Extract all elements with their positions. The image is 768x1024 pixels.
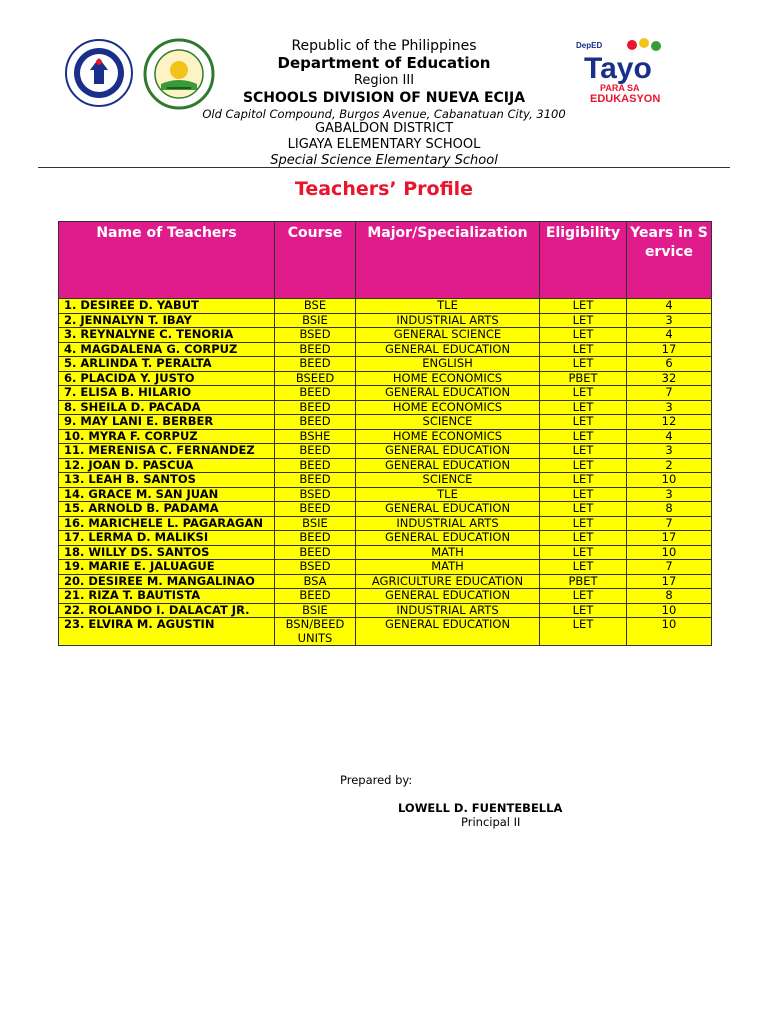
- teacher-name-cell: 21. RIZA T. BAUTISTA: [59, 589, 275, 604]
- years-cell: 3: [627, 444, 712, 459]
- course-cell: BEED: [275, 589, 356, 604]
- course-cell: BSN/BEED UNITS: [275, 618, 356, 646]
- page-title: Teachers’ Profile: [294, 178, 474, 200]
- header-divider: [38, 167, 730, 168]
- years-cell: 3: [627, 400, 712, 415]
- course-cell: BEED: [275, 502, 356, 517]
- major-cell: AGRICULTURE EDUCATION: [356, 574, 540, 589]
- table-row: [59, 386, 712, 401]
- teacher-name-cell: 3. REYNALYNE C. TENORIA: [59, 328, 275, 343]
- teacher-name-cell: 20. DESIREE M. MANGALINAO: [59, 574, 275, 589]
- table-row: [59, 458, 712, 473]
- major-cell: MATH: [356, 560, 540, 575]
- logo-edukasyon-text: EDUKASYON: [590, 93, 661, 105]
- table-row: [59, 371, 712, 386]
- years-cell: 3: [627, 487, 712, 502]
- major-cell: GENERAL EDUCATION: [356, 618, 540, 646]
- major-cell: MATH: [356, 545, 540, 560]
- years-cell: 8: [627, 502, 712, 517]
- years-cell: 17: [627, 531, 712, 546]
- major-cell: GENERAL EDUCATION: [356, 589, 540, 604]
- teacher-name-cell: 18. WILLY DS. SANTOS: [59, 545, 275, 560]
- table-row: [59, 415, 712, 430]
- table-row: [59, 603, 712, 618]
- eligibility-cell: LET: [540, 313, 627, 328]
- table-row: [59, 429, 712, 444]
- table-row: [59, 574, 712, 589]
- table-header-row: [59, 222, 712, 299]
- eligibility-cell: LET: [540, 328, 627, 343]
- years-cell: 7: [627, 386, 712, 401]
- table-row: [59, 618, 712, 646]
- course-cell: BEED: [275, 458, 356, 473]
- course-cell: BSED: [275, 487, 356, 502]
- header-years: Years in Service: [627, 222, 712, 299]
- teacher-name-cell: 12. JOAN D. PASCUA: [59, 458, 275, 473]
- logo-deped-text: DepED: [576, 41, 603, 50]
- table-row: [59, 400, 712, 415]
- teacher-name-cell: 5. ARLINDA T. PERALTA: [59, 357, 275, 372]
- course-cell: BEED: [275, 386, 356, 401]
- teacher-name-cell: 23. ELVIRA M. AGUSTIN: [59, 618, 275, 646]
- eligibility-cell: LET: [540, 444, 627, 459]
- eligibility-cell: LET: [540, 458, 627, 473]
- teacher-name-cell: 9. MAY LANI E. BERBER: [59, 415, 275, 430]
- teacher-name-cell: 22. ROLANDO I. DALACAT JR.: [59, 603, 275, 618]
- header-course: Course: [275, 222, 356, 299]
- course-cell: BEED: [275, 531, 356, 546]
- major-cell: HOME ECONOMICS: [356, 371, 540, 386]
- years-cell: 17: [627, 342, 712, 357]
- table-row: [59, 502, 712, 517]
- teacher-name-cell: 1. DESIREE D. YABUT: [59, 299, 275, 314]
- years-cell: 3: [627, 313, 712, 328]
- years-cell: 2: [627, 458, 712, 473]
- school-type-text: Special Science Elementary School: [270, 153, 498, 168]
- years-cell: 12: [627, 415, 712, 430]
- major-cell: SCIENCE: [356, 473, 540, 488]
- teacher-name-cell: 6. PLACIDA Y. JUSTO: [59, 371, 275, 386]
- letterhead: [0, 38, 768, 169]
- teacher-name-cell: 17. LERMA D. MALIKSI: [59, 531, 275, 546]
- course-cell: BEED: [275, 400, 356, 415]
- eligibility-cell: PBET: [540, 574, 627, 589]
- header-major: Major/Specialization: [356, 222, 540, 299]
- eligibility-cell: PBET: [540, 371, 627, 386]
- course-cell: BSIE: [275, 603, 356, 618]
- course-cell: BSIE: [275, 516, 356, 531]
- logo-para-sa-text: PARA SA: [600, 83, 640, 93]
- eligibility-cell: LET: [540, 357, 627, 372]
- eligibility-cell: LET: [540, 545, 627, 560]
- teacher-name-cell: 16. MARICHELE L. PAGARAGAN: [59, 516, 275, 531]
- logo-tayo-text: Tayo: [584, 52, 652, 85]
- table-row: [59, 531, 712, 546]
- major-cell: GENERAL EDUCATION: [356, 386, 540, 401]
- years-cell: 4: [627, 429, 712, 444]
- years-cell: 6: [627, 357, 712, 372]
- republic-text: Republic of the Philippines: [291, 38, 477, 54]
- table-row: [59, 516, 712, 531]
- major-cell: GENERAL EDUCATION: [356, 458, 540, 473]
- table-row: [59, 473, 712, 488]
- course-cell: BSHE: [275, 429, 356, 444]
- course-cell: BSIE: [275, 313, 356, 328]
- years-cell: 7: [627, 516, 712, 531]
- eligibility-cell: LET: [540, 560, 627, 575]
- region-text: Region III: [353, 73, 415, 88]
- table-row: [59, 589, 712, 604]
- teacher-name-cell: 2. JENNALYN T. IBAY: [59, 313, 275, 328]
- signer-name: LOWELL D. FUENTEBELLA: [398, 801, 563, 815]
- major-cell: INDUSTRIAL ARTS: [356, 313, 540, 328]
- table-row: [59, 299, 712, 314]
- teachers-profile-table: [58, 221, 712, 646]
- years-cell: 4: [627, 328, 712, 343]
- eligibility-cell: LET: [540, 429, 627, 444]
- eligibility-cell: LET: [540, 386, 627, 401]
- table-row: [59, 444, 712, 459]
- years-cell: 10: [627, 618, 712, 646]
- major-cell: ENGLISH: [356, 357, 540, 372]
- course-cell: BSEED: [275, 371, 356, 386]
- years-cell: 10: [627, 545, 712, 560]
- course-cell: BSE: [275, 299, 356, 314]
- years-cell: 4: [627, 299, 712, 314]
- major-cell: GENERAL SCIENCE: [356, 328, 540, 343]
- district-text: GABALDON DISTRICT: [314, 121, 454, 136]
- course-cell: BEED: [275, 357, 356, 372]
- major-cell: GENERAL EDUCATION: [356, 444, 540, 459]
- years-cell: 17: [627, 574, 712, 589]
- eligibility-cell: LET: [540, 473, 627, 488]
- signer-position: Principal II: [461, 815, 521, 829]
- course-cell: BSED: [275, 560, 356, 575]
- prepared-by-label: Prepared by:: [340, 773, 413, 787]
- eligibility-cell: LET: [540, 415, 627, 430]
- major-cell: HOME ECONOMICS: [356, 400, 540, 415]
- major-cell: GENERAL EDUCATION: [356, 342, 540, 357]
- table-row: [59, 313, 712, 328]
- school-name-text: LIGAYA ELEMENTARY SCHOOL: [287, 137, 481, 152]
- teacher-name-cell: 4. MAGDALENA G. CORPUZ: [59, 342, 275, 357]
- table-row: [59, 487, 712, 502]
- eligibility-cell: LET: [540, 603, 627, 618]
- teacher-name-cell: 10. MYRA F. CORPUZ: [59, 429, 275, 444]
- table-row: [59, 560, 712, 575]
- years-cell: 10: [627, 603, 712, 618]
- teacher-name-cell: 14. GRACE M. SAN JUAN: [59, 487, 275, 502]
- eligibility-cell: LET: [540, 487, 627, 502]
- teacher-name-cell: 15. ARNOLD B. PADAMA: [59, 502, 275, 517]
- header-name: Name of Teachers: [59, 222, 275, 299]
- table-row: [59, 328, 712, 343]
- major-cell: TLE: [356, 487, 540, 502]
- teacher-name-cell: 19. MARIE E. JALUAGUE: [59, 560, 275, 575]
- eligibility-cell: LET: [540, 516, 627, 531]
- major-cell: INDUSTRIAL ARTS: [356, 516, 540, 531]
- teacher-name-cell: 7. ELISA B. HILARIO: [59, 386, 275, 401]
- course-cell: BEED: [275, 444, 356, 459]
- teacher-name-cell: 11. MERENISA C. FERNANDEZ: [59, 444, 275, 459]
- major-cell: INDUSTRIAL ARTS: [356, 603, 540, 618]
- eligibility-cell: LET: [540, 400, 627, 415]
- major-cell: HOME ECONOMICS: [356, 429, 540, 444]
- eligibility-cell: LET: [540, 342, 627, 357]
- major-cell: GENERAL EDUCATION: [356, 531, 540, 546]
- major-cell: SCIENCE: [356, 415, 540, 430]
- course-cell: BEED: [275, 342, 356, 357]
- eligibility-cell: LET: [540, 502, 627, 517]
- address-text: Old Capitol Compound, Burgos Avenue, Cabanatuan City, 3100: [202, 107, 566, 121]
- course-cell: BEED: [275, 545, 356, 560]
- major-cell: GENERAL EDUCATION: [356, 502, 540, 517]
- teacher-name-cell: 8. SHEILA D. PACADA: [59, 400, 275, 415]
- department-text: Department of Education: [277, 54, 491, 72]
- header-eligibility: Eligibility: [540, 222, 627, 299]
- course-cell: BEED: [275, 473, 356, 488]
- division-text: SCHOOLS DIVISION OF NUEVA ECIJA: [242, 90, 526, 106]
- teacher-name-cell: 13. LEAH B. SANTOS: [59, 473, 275, 488]
- eligibility-cell: LET: [540, 299, 627, 314]
- table-row: [59, 545, 712, 560]
- eligibility-cell: LET: [540, 531, 627, 546]
- years-cell: 10: [627, 473, 712, 488]
- table-row: [59, 357, 712, 372]
- table-row: [59, 342, 712, 357]
- course-cell: BEED: [275, 415, 356, 430]
- years-cell: 32: [627, 371, 712, 386]
- eligibility-cell: LET: [540, 589, 627, 604]
- course-cell: BSED: [275, 328, 356, 343]
- course-cell: BSA: [275, 574, 356, 589]
- years-cell: 8: [627, 589, 712, 604]
- years-cell: 7: [627, 560, 712, 575]
- eligibility-cell: LET: [540, 618, 627, 646]
- major-cell: TLE: [356, 299, 540, 314]
